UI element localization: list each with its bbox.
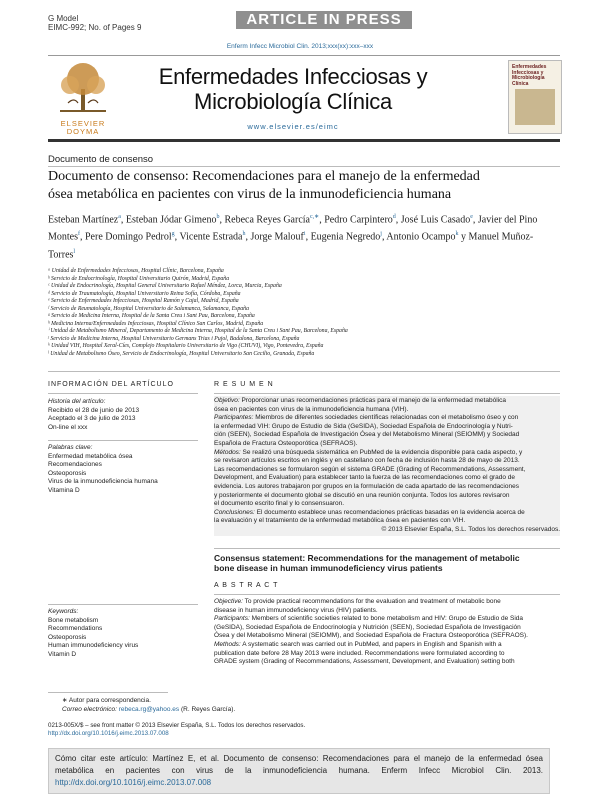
divider (214, 393, 560, 394)
correspondence-note: ∗ Autor para correspondencia. Correo electrónico: rebeca.rg@yahoo.es (R. Reyes García). (62, 697, 236, 713)
keywords-es: Palabras clave: Enfermedad metabólica ósea Recomendaciones Osteoporosis Virus de la inmunodeficiencia humana Vitamina D (48, 444, 198, 495)
affiliation-item: ˡ Unidad de Metabolismo Óseo, Servicio de Endocrinología, Hospital Universitario San Cecilio, Granada, España (48, 350, 315, 357)
author-affiliation-mark[interactable]: f (78, 231, 80, 238)
article-info-heading: INFORMACIÓN DEL ARTÍCULO (48, 381, 174, 388)
author-affiliation-mark[interactable]: b (216, 214, 220, 220)
resumen-conclusiones: Conclusiones: El documento establece unas recomendaciones prácticas basadas en la evidencia acerca de (214, 508, 525, 516)
abstract-methods: Methods: A systematic search was carried out in PubMed, and papers in English and Spanish with a (214, 640, 502, 648)
journal-reference[interactable]: Enferm Infecc Microbiol Clin. 2013;xxx(xx):xxx–xxx (226, 43, 374, 50)
citation-box (48, 748, 550, 794)
english-title: Consensus statement: Recommendations for the management of metabolic bone disease in human immunodeficiency virus patients (214, 553, 520, 573)
author-name: Manuel Muñoz-Torres (48, 231, 534, 260)
article-title: Documento de consenso: Recomendaciones para el manejo de la enfermedad ósea metabólica en pacientes con virus de la inmunodeficiencia humana (48, 169, 480, 202)
keyword-item: Recomendaciones (48, 461, 102, 468)
doi-link[interactable]: http://dx.doi.org/10.1016/j.eimc.2013.07.008 (48, 730, 169, 737)
affiliation-item: ʲ Servicio de Medicina Interna, Hospital Universitario Germans Trias i Pujol, Badalona, Barcelona, España (48, 335, 300, 342)
author-name: Javier del Pino Montes (48, 214, 538, 243)
resumen-objetivo: Objetivo: Proporcionar unas recomendaciones prácticas para el manejo de la enfermedad metabólica (214, 397, 506, 404)
divider (214, 594, 560, 595)
author-affiliation-mark[interactable]: l (73, 248, 76, 255)
keyword-item: Vitamin D (48, 650, 77, 658)
keyword-item: Osteoporosis (48, 633, 87, 641)
affiliation-item: ᶠ Servicio de Reumatología, Hospital Universitario de Salamanca, Salamanca, España (48, 305, 249, 312)
footnote-rule (48, 692, 168, 693)
article-in-press-banner: ARTICLE IN PRESS (236, 11, 412, 29)
keyword-item: Vitamina D (48, 486, 80, 494)
author-affiliation-mark[interactable]: k (455, 231, 459, 238)
article-code: EIMC-992; No. of Pages 9 (48, 23, 142, 32)
author-affiliation-mark[interactable]: g (171, 231, 175, 238)
copyright: © 2013 Elsevier España, S.L. Todos los derechos reservados. (381, 525, 560, 533)
affiliation-item: ᶜ Unidad de Endocrinología, Hospital General Universitario Rafael Méndez, Lorca, Murcia, España (48, 283, 282, 289)
header-rule (48, 139, 560, 142)
model-label: G Model (48, 14, 79, 23)
author-name: Rebeca Reyes García (224, 214, 310, 226)
affiliation-item: ᵍ Servicio de Medicina Interna, Hospital de la Santa Creu i Sant Pau, Barcelona, España (48, 313, 255, 319)
author-name: Antonio Ocampo (386, 231, 456, 243)
keyword-item: Osteoporosis (48, 469, 87, 477)
author-name: Esteban Jódar Gimeno (125, 214, 217, 226)
affiliation-item: ⁱ Unidad de Metabolismo Mineral, Departamento de Medicina Interna, Hospital de la Santa Creu i Sant Pau, Barcelona, España (48, 328, 348, 334)
author-affiliation-mark[interactable]: j (380, 231, 382, 238)
publisher-name: ELSEVIER (60, 119, 106, 128)
keyword-item: Enfermedad metabólica ósea (48, 452, 133, 460)
divider (48, 393, 198, 394)
affiliation-item: ᵇ Servicio de Endocrinología, Hospital Universitario Quirón, Madrid, España (48, 275, 230, 282)
author-affiliation-mark[interactable]: a (118, 214, 121, 220)
author-name: Eugenia Negredo (310, 231, 381, 243)
article-meta (48, 14, 141, 32)
abstract-heading: A B S T R A C T (214, 582, 279, 589)
tree-icon (48, 59, 118, 115)
affiliation-item: ʰ Medicina Interna/Enfermedades Infecciosas, Hospital Clínico San Carlos, Madrid, España (48, 320, 264, 327)
abstract-body: Objective: To provide practical recommendations for the evaluation and treatment of metabolic bone disease in human immunodeficiency virus (HIV) patients. Participants: Members of scientific societies related to bone metabolism and HIV: Grupo de Estudio de Sida (GeSIDA), Sociedad Española de Endocrinología y Nutrición (SEEN), Sociedad Española de Investigación Ósea y del Metabolismo Mineral (SEIOMM), and Sociedad Española de Fractura Osteoporótica (SEFRAOS). Methods: A systematic search was carried out in PubMed, and papers in English and Spanish with a publication date before 28 May 2013 were included. Recommendations were formulated according to GRADE system (Grading of Recommendations, Assessment, Development, and Evaluation) setting both (214, 598, 560, 667)
abstract-objective: Objective: To provide practical recommendations for the evaluation and treatment of metabolic bone (214, 598, 501, 605)
affiliation-item: ᵏ Unidad VIH, Hospital Xeral-Cíes, Complejo Hospitalario Universitario de Vigo (CHUVI), Vigo, Pontevedra, España (48, 343, 324, 349)
divider (48, 440, 198, 441)
resumen-heading: R E S U M E N (214, 381, 274, 388)
author-affiliation-mark[interactable]: d (392, 214, 396, 220)
resumen-metodos: Métodos: Se realizó una búsqueda sistemática en PubMed de la evidencia disponible para cada aspecto, y (214, 448, 523, 456)
author-name: Pedro Carpintero (324, 214, 393, 226)
keyword-item: Recommendations (48, 625, 103, 632)
affiliation-item: ᵈ Servicio de Traumatología, Hospital Universitario Reina Sofía, Córdoba, España (48, 290, 241, 297)
abstract-participants: Participants: Members of scientific societies related to bone metabolism and HIV: Grupo de Estudio de Sida (214, 615, 524, 623)
article-history: Historia del artículo: Recibido el 28 de junio de 2013 Aceptado el 3 de julio de 2013 On-line el xxx (48, 398, 140, 431)
cover-image (515, 89, 555, 125)
author-name: Esteban Martínez (48, 214, 119, 226)
resumen-participantes: Participantes: Miembros de diferentes sociedades científicas relacionadas con el metabolismo óseo y con (214, 414, 519, 422)
journal-title: Enfermedades Infecciosas y Microbiología Clínica (158, 64, 428, 114)
issn-info: 0213-005X/$ – see front matter © 2013 Elsevier España, S.L. Todos los derechos reservados. http://dx.doi.org/10.1016/j.eimc.2013.07.008 (48, 722, 306, 737)
publisher-sub: DOYMA (66, 127, 100, 136)
citation-text: Cómo citar este artículo: Martínez E, et al. Documento de consenso: Recomendaciones para el manejo de la enfermedad ósea metabólica en pacientes con virus de la inmunodeficiencia humana. Enferm Infecc Microbiol Clin. 2013. (55, 754, 543, 775)
resumen-body: Objetivo: Proporcionar unas recomendaciones prácticas para el manejo de la enfermedad metabólica ósea en pacientes con virus de la inmunodeficiencia humana (VIH). Participantes: Miembros de diferentes sociedades científicas relacionadas con el metabolismo óseo y con la enfermedad VIH: Grupo de Estudio de Sida (GeSIDA), Sociedad Española de Endocrinología y Nutri- ción (SEEN), Sociedad Española de Investigación Ósea y del Metabolismo Mineral (SEIOMM) y Sociedad Española de Fractura Osteoporótica (SEFRAOS). Métodos: Se realizó una búsqueda sistemática en PubMed de la evidencia disponible para cada aspecto, y se revisaron artículos escritos en inglés y en castellano con fecha de inclusión hasta 28 de mayo de 2013. Las recomendaciones se formularon según el sistema GRADE (Grading of Recommendations, Assessment, Development, and Evaluation) para establecer tanto la fuerza de las recomendaciones como el grado de evidencia. Los autores trabajaron por grupos en la formulación de cada apartado de las recomendaciones y posteriormente el documento global se discutió en una reunión conjunta. Todos los autores revisaron el documento escrito final y lo consensuaron. Conclusiones: El documento establece unas recomendaciones prácticas basadas en la evidencia acerca de la evaluación y el tratamiento de la enfermedad metabólica ósea en pacientes con VIH. © 2013 Elsevier España, S.L. Todos los derechos reservados. (214, 396, 560, 536)
author-name: Jorge Malouf (250, 231, 304, 243)
elsevier-logo (48, 59, 118, 135)
keyword-item: Virus de la inmunodeficiencia humana (48, 478, 158, 485)
divider (48, 166, 560, 167)
author-name: José Luis Casado (400, 214, 471, 226)
divider (48, 371, 560, 372)
document-type: Documento de consenso (48, 154, 154, 165)
author-affiliation-mark[interactable]: c,∗ (309, 214, 320, 220)
keywords-en: Keywords: Bone metabolism Recommendations Osteoporosis Human immunodeficiency virus Vitamin D (48, 608, 198, 659)
author-list: Esteban Martínez$^a$, Esteban Jódar Gimeno$^b$, Rebeca Reyes García$^{c,∗}$, Pedro Carpintero$^d$, José Luis Casado$^e$, Javier del Pino Montes$^f$, Pere Domingo Pedrol$^g$, Vicente Estrada$^h$, Jorge Malouf$^i$, Eugenia Negredo$^j$, Antonio Ocampo$^k$ y Manuel Muñoz-Torres$^l$ (48, 214, 538, 260)
author-affiliation-mark[interactable]: h (242, 231, 246, 238)
journal-cover (508, 60, 562, 134)
affiliation-item: ᵃ Unidad de Enfermedades Infecciosas, Hospital Clínic, Barcelona, España (48, 268, 224, 274)
author-affiliation-mark[interactable]: e (470, 214, 473, 220)
cover-title: Enfermedades Infecciosas y Microbiología Clínica (512, 64, 547, 87)
journal-website[interactable]: www.elsevier.es/eimc (247, 122, 339, 131)
email-link[interactable]: rebeca.rg@yahoo.es (118, 705, 180, 713)
author-name: Vicente Estrada (179, 231, 243, 243)
divider (48, 55, 560, 56)
keyword-item: Bone metabolism (48, 616, 99, 624)
affiliation-item: ᵉ Servicio de Enfermedades Infecciosas, Hospital Ramón y Cajal, Madrid, España (48, 298, 239, 304)
keyword-item: Human immunodeficiency virus (48, 642, 139, 649)
author-affiliation-mark[interactable]: i (303, 231, 306, 238)
author-name: Pere Domingo Pedrol (85, 231, 172, 243)
divider (214, 548, 560, 549)
citation-doi-link[interactable]: http://dx.doi.org/10.1016/j.eimc.2013.07.008 (55, 778, 212, 787)
divider (48, 604, 198, 605)
affiliations (48, 268, 560, 358)
